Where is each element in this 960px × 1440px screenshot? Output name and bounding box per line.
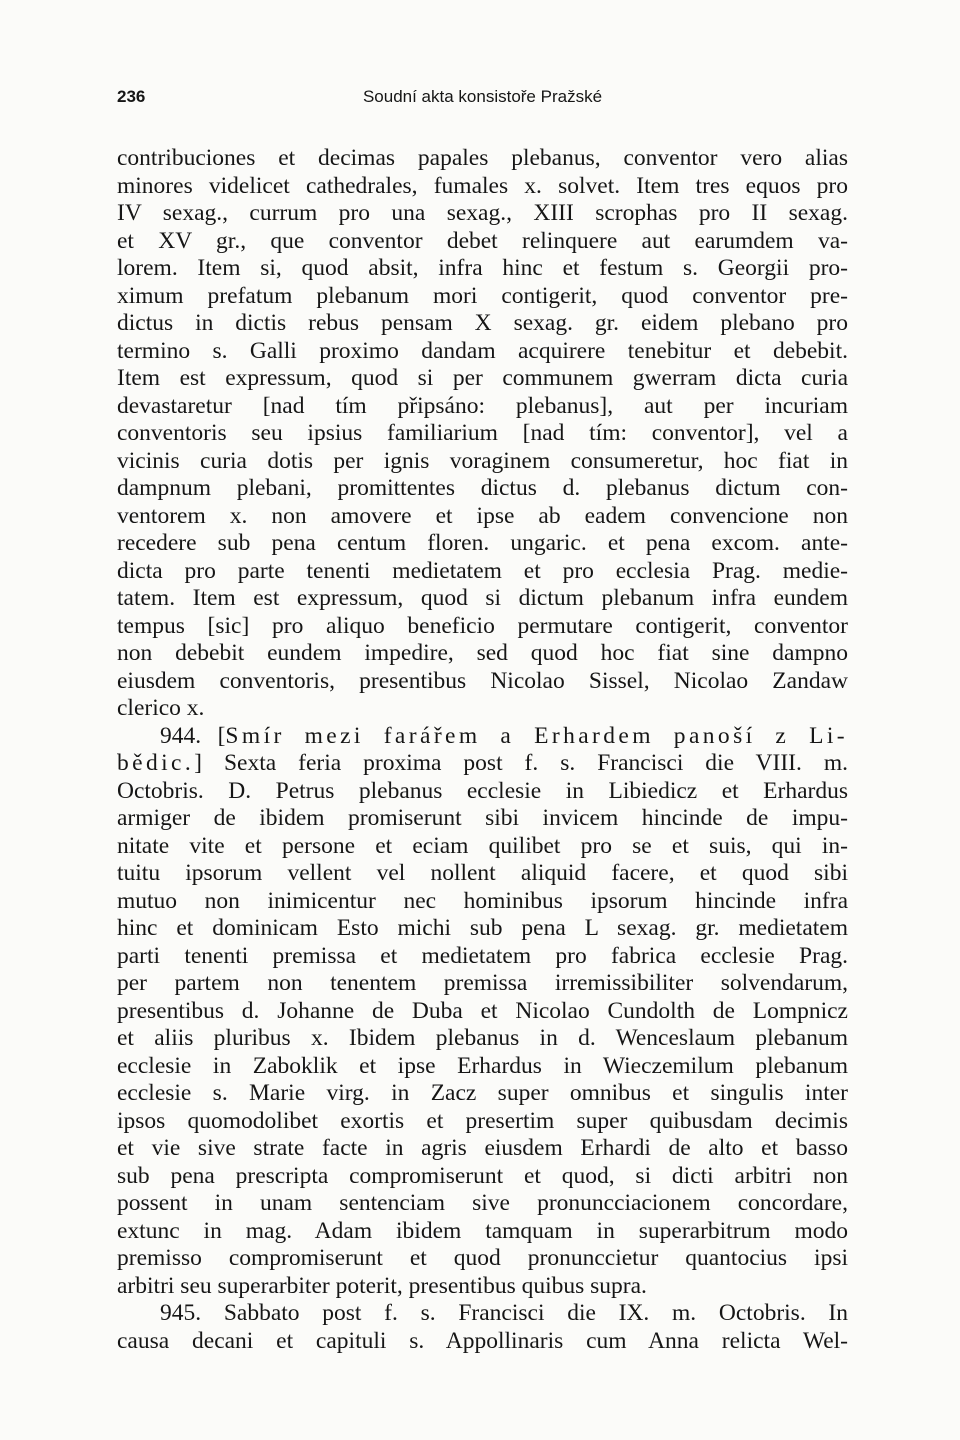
text-line: extunc in mag. Adam ibidem tamquam in superarbitrum modo xyxy=(117,1217,848,1244)
page-number: 236 xyxy=(117,87,146,106)
entry-944-second-line xyxy=(117,750,848,778)
text-line: dicta pro parte tenenti medietatem et pro ecclesia Prag. medie- xyxy=(117,557,848,584)
text-line: et vie sive strate facte in agris eiusdem Erhardi de alto et basso xyxy=(117,1135,848,1161)
text-line: ecclesie s. Marie virg. in Zacz super omnibus et singulis inter xyxy=(117,1080,848,1106)
text-line: parti tenenti premissa et medietatem pro fabrica ecclesie Prag. xyxy=(117,942,848,969)
text-line: clerico x. xyxy=(117,695,205,721)
text-line: tatem. Item est expressum, quod si dictum plebanum infra eundem xyxy=(117,585,848,611)
text-line: per partem non tenentem premissa irremissibiliter solvendarum, xyxy=(117,970,848,996)
text-line: ipsos quomodolibet exortis et presertim super quibusdam decimis xyxy=(117,1107,848,1134)
text-line: tempus [sic] pro aliquo beneficio permutare contigerit, conventor xyxy=(117,612,848,639)
text-line: armiger de ibidem promiserunt sibi invicem hincinde de impu- xyxy=(117,805,848,831)
text-line: termino s. Galli proximo dandam acquirere tenebitur et debebit. xyxy=(117,337,848,364)
entry-text: Sexta feria proxima post f. s. Francisci die VIII. m. xyxy=(223,750,848,776)
body-text xyxy=(117,145,848,1355)
text-line: hinc et dominicam Esto michi sub pena L sexag. gr. medietatem xyxy=(117,915,848,941)
text-line: devastaretur [nad tím připsáno: plebanus], aut per incuriam xyxy=(117,392,848,419)
text-line: ximum prefatum plebanum mori contigerit, quod conventor pre- xyxy=(117,282,848,309)
text-line: eiusdem conventoris, presentibus Nicolao Sissel, Nicolao Zandaw xyxy=(117,667,848,694)
text-line: ecclesie in Zaboklik et ipse Erhardus in Wieczemilum plebanum xyxy=(117,1052,848,1079)
text-line: vicinis curia dotis per ignis voraginem consumeretur, hoc fiat in xyxy=(117,447,848,474)
running-title: Soudní akta konsistoře Pražské xyxy=(362,87,603,106)
open-bracket: [ xyxy=(217,722,226,749)
text-line: nitate vite et persone et eciam quilibet pro se et suis, qui in- xyxy=(117,832,848,859)
text-line: presentibus d. Johanne de Duba et Nicolao Cundolth de Lompnicz xyxy=(117,997,848,1024)
close-bracket: ] xyxy=(194,750,202,776)
text-line: tuitu ipsorum vellent vel nollent aliquid facere, et quod sibi xyxy=(117,860,848,886)
text-line: dampnum plebani, promittentes dictus d. plebanus dictum con- xyxy=(117,475,848,501)
text-line: et XV gr., que conventor debet relinquere aut earumdem va- xyxy=(117,227,848,254)
entry-944-first-line xyxy=(117,723,848,751)
text-line: ventorem x. non amovere et ipse ab eadem convencione non xyxy=(117,502,848,529)
text-line: arbitri seu superarbiter poterit, presentibus quibus supra. xyxy=(117,1272,647,1299)
entry-number: 944. xyxy=(160,722,202,749)
text-line: IV sexag., currum pro una sexag., XIII scrophas pro II sexag. xyxy=(117,200,848,226)
text-line: Item est expressum, quod si per communem gwerram dicta curia xyxy=(117,365,848,391)
page-header xyxy=(117,87,848,115)
text-line: minores videlicet cathedrales, fumales x. solvet. Item tres equos pro xyxy=(117,172,848,199)
text-line: lorem. Item si, quod absit, infra hinc et festum s. Georgii pro- xyxy=(117,255,848,281)
text-line: Octobris. D. Petrus plebanus ecclesie in Libiedicz et Erhardus xyxy=(117,777,848,804)
entry-heading: Smír mezi farářem a Erhardem panoší z Li- xyxy=(225,722,849,749)
text-line: recedere sub pena centum floren. ungaric. et pena excom. ante- xyxy=(117,530,848,556)
text-line: causa decani et capituli s. Appollinaris cum Anna relicta Wel- xyxy=(117,1327,848,1354)
entry-945-first-line: 945. Sabbato post f. s. Francisci die IX. m. Octobris. In xyxy=(160,1300,848,1326)
text-line: dictus in dictis rebus pensam X sexag. gr. eidem plebano pro xyxy=(117,310,848,336)
text-line: mutuo non inimicentur nec hominibus ipsorum hincinde infra xyxy=(117,887,848,914)
text-line: possent in unam sentenciam sive pronuncciacionem concordare, xyxy=(117,1190,848,1216)
entry-heading-continued: bědic. xyxy=(117,750,195,776)
text-line: et aliis pluribus x. Ibidem plebanus in d. Wenceslaum plebanum xyxy=(117,1025,848,1051)
text-line: premisso compromiserunt et quod pronunccietur quantocius ipsi xyxy=(117,1245,848,1271)
text-line: contribuciones et decimas papales plebanus, conventor vero alias xyxy=(117,145,848,171)
text-line: sub pena prescripta compromiserunt et quod, si dicti arbitri non xyxy=(117,1162,848,1189)
text-line: non debebit eundem impedire, sed quod hoc fiat sine dampno xyxy=(117,640,848,666)
text-line: conventoris seu ipsius familiarium [nad tím: conventor], vel a xyxy=(117,420,848,446)
